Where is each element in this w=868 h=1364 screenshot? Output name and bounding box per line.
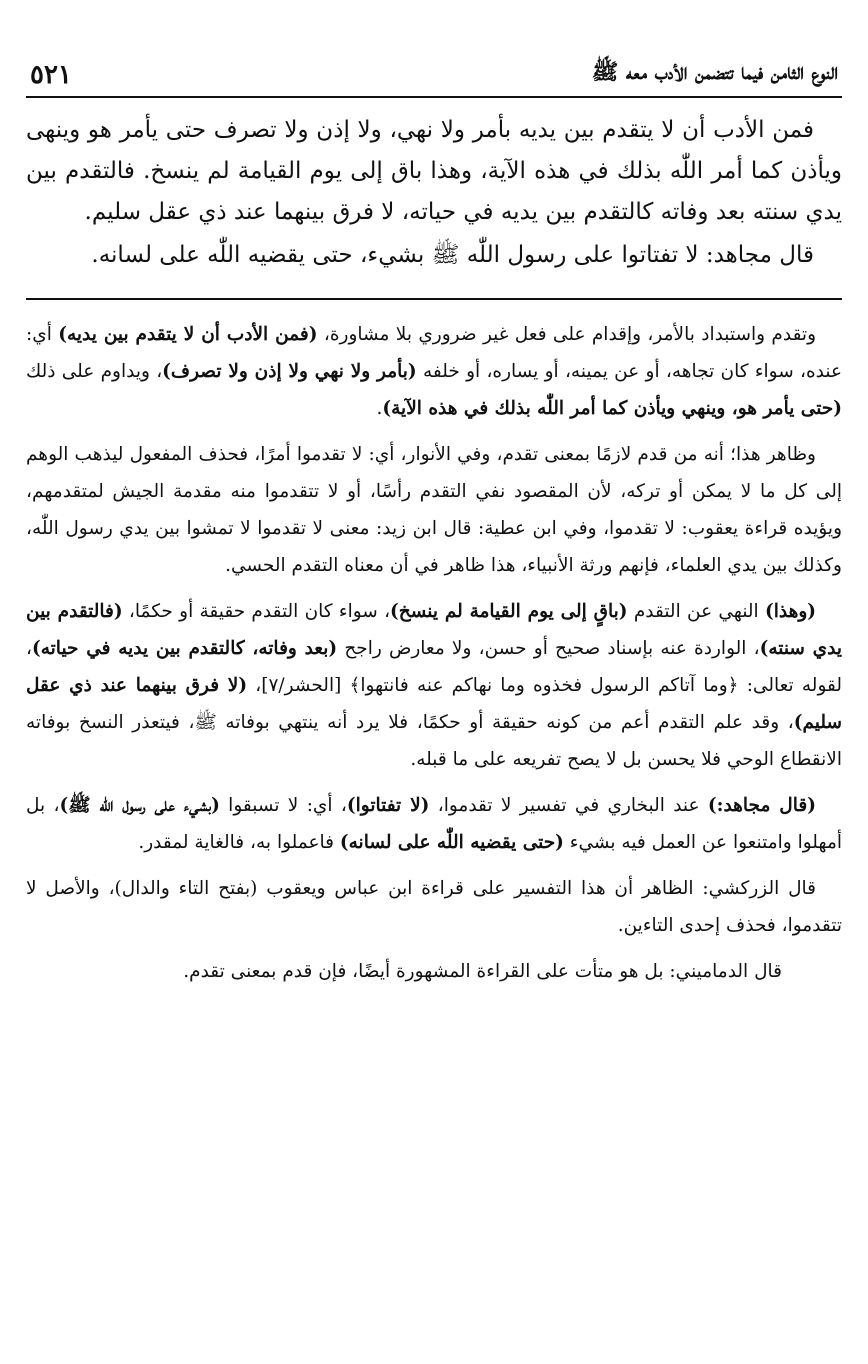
commentary-paragraph <box>26 593 842 778</box>
page-header <box>26 40 842 98</box>
commentary-paragraph: قال الدماميني: بل هو متأت على القراءة المشهورة أيضًا، فإن قدم بمعنى تقدم. <box>183 961 782 982</box>
commentary-text: ، سواء كان التقدم حقيقة أو حكمًا، <box>122 601 391 622</box>
quoted-text: (بعد وفاته، كالتقدم بين يديه في حياته) <box>31 638 338 659</box>
commentary-paragraph <box>26 787 842 861</box>
commentary <box>26 316 842 990</box>
page-number: ٥٢١ <box>30 60 72 90</box>
commentary-text: ، لقوله تعالى: ﴿وما آتاكم الرسول فخذوه وما نهاكم عنه فانتهوا﴾ [الحشر/٧]، <box>26 638 843 696</box>
commentary-text: ، ويداوم على ذلك <box>26 361 163 382</box>
commentary-text: فاعملوا به، فالغاية لمقدر. <box>138 832 340 853</box>
running-title: النوع الثامن فيما تتضمن الأدب معه ﷺ <box>591 59 838 85</box>
separator-line <box>26 298 842 300</box>
quoted-text: (حتى يأمر هو، وينهي ويأذن كما أمر اللّٰه بذلك في هذه الآية) <box>382 398 842 419</box>
commentary-text: ، الواردة عنه بإسناد صحيح أو حسن، ولا معارض راجح <box>337 638 760 659</box>
commentary-text: ، بل أمهلوا وامتنعوا عن العمل فيه بشيء <box>26 795 842 853</box>
quoted-text: (لا تفتاتوا) <box>346 795 430 816</box>
main-text <box>26 110 842 276</box>
commentary-text: . <box>376 398 383 419</box>
quoted-text: (باقٍ إلى يوم القيامة لم ينسخ) <box>390 601 628 622</box>
quoted-text: (بأمر ولا نهي ولا إذن ولا تصرف) <box>162 361 417 382</box>
quoted-text: (فمن الأدب أن لا يتقدم بين يديه) <box>58 324 318 345</box>
main-paragraph: قال مجاهد: لا تفتاتوا على رسول اللّٰه ﷺ بشيء، حتى يقضيه اللّٰه على لسانه. <box>91 242 814 268</box>
quoted-text: (لا فرق بينهما عند ذي عقل سليم) <box>26 675 842 733</box>
commentary-paragraph: قال الزركشي: الظاهر أن هذا التفسير على قراءة ابن عباس ويعقوب (بفتح التاء والدال)، والأصل لا تتقدموا، فحذف إحدى التاءين. <box>26 878 842 936</box>
commentary-text: ، أي: لا تسبقوا <box>219 795 347 816</box>
quoted-text: (بشيء على رسول اللّٰه ﷺ) <box>59 795 220 816</box>
commentary-text: ، وقد علم التقدم أعم من كونه حقيقة أو حكمًا، فلا يرد أنه ينتهي بوفاته ﷺ، فيتعذر النسخ بوفاته الانقطاع الوحي فلا يحسن بل لا يصح تفريعه على ما قبله. <box>26 712 842 770</box>
quoted-text: (حتى يقضيه اللّٰه على لسانه) <box>339 832 564 853</box>
commentary-paragraph <box>26 316 842 427</box>
quoted-text: (وهذا) <box>764 601 817 622</box>
commentary-text: عند البخاري في تفسير لا تقدموا، <box>429 795 708 816</box>
commentary-text: أي: عنده، سواء كان تجاهه، أو عن يمينه، أو يساره، أو خلفه <box>26 324 842 382</box>
main-paragraph: فمن الأدب أن لا يتقدم بين يديه بأمر ولا نهي، ولا إذن ولا تصرف حتى يأمر هو وينهى ويأذن كما أمر اللّٰه بذلك في هذه الآية، وهذا باق إلى يوم القيامة لم ينسخ. فالتقدم بين يدي سنته بعد وفاته كالتقدم بين يديه في حياته، لا فرق بينهما عند ذي عقل سليم. <box>26 117 842 225</box>
commentary-paragraph: وظاهر هذا؛ أنه من قدم لازمًا بمعنى تقدم، وفي الأنوار، أي: لا تقدموا أمرًا، فحذف المفعول ليذهب الوهم إلى كل ما لا يمكن أو تركه، لأن المقصود نفي التقدم رأسًا، أو لا تتقدموا منه مقدمة الجيش لمتقدمهم، ويؤيده قراءة يعقوب: لا تقدموا، وفي ابن عطية: قال ابن زيد: معنى لا تقدموا لا تمشوا بين يدي رسول اللّٰه، وكذلك بين يدي العلماء، فإنهم ورثة الأنبياء، هذا ظاهر في أن معناه التقدم الحسي. <box>26 444 842 576</box>
commentary-text: وتقدم واستبداد بالأمر، وإقدام على فعل غير ضروري بلا مشاورة، <box>317 324 817 345</box>
quoted-text: (فالتقدم بين يدي سنته) <box>26 601 842 659</box>
quoted-text: (قال مجاهد:) <box>707 795 816 816</box>
commentary-text: النهي عن التقدم <box>627 601 765 622</box>
